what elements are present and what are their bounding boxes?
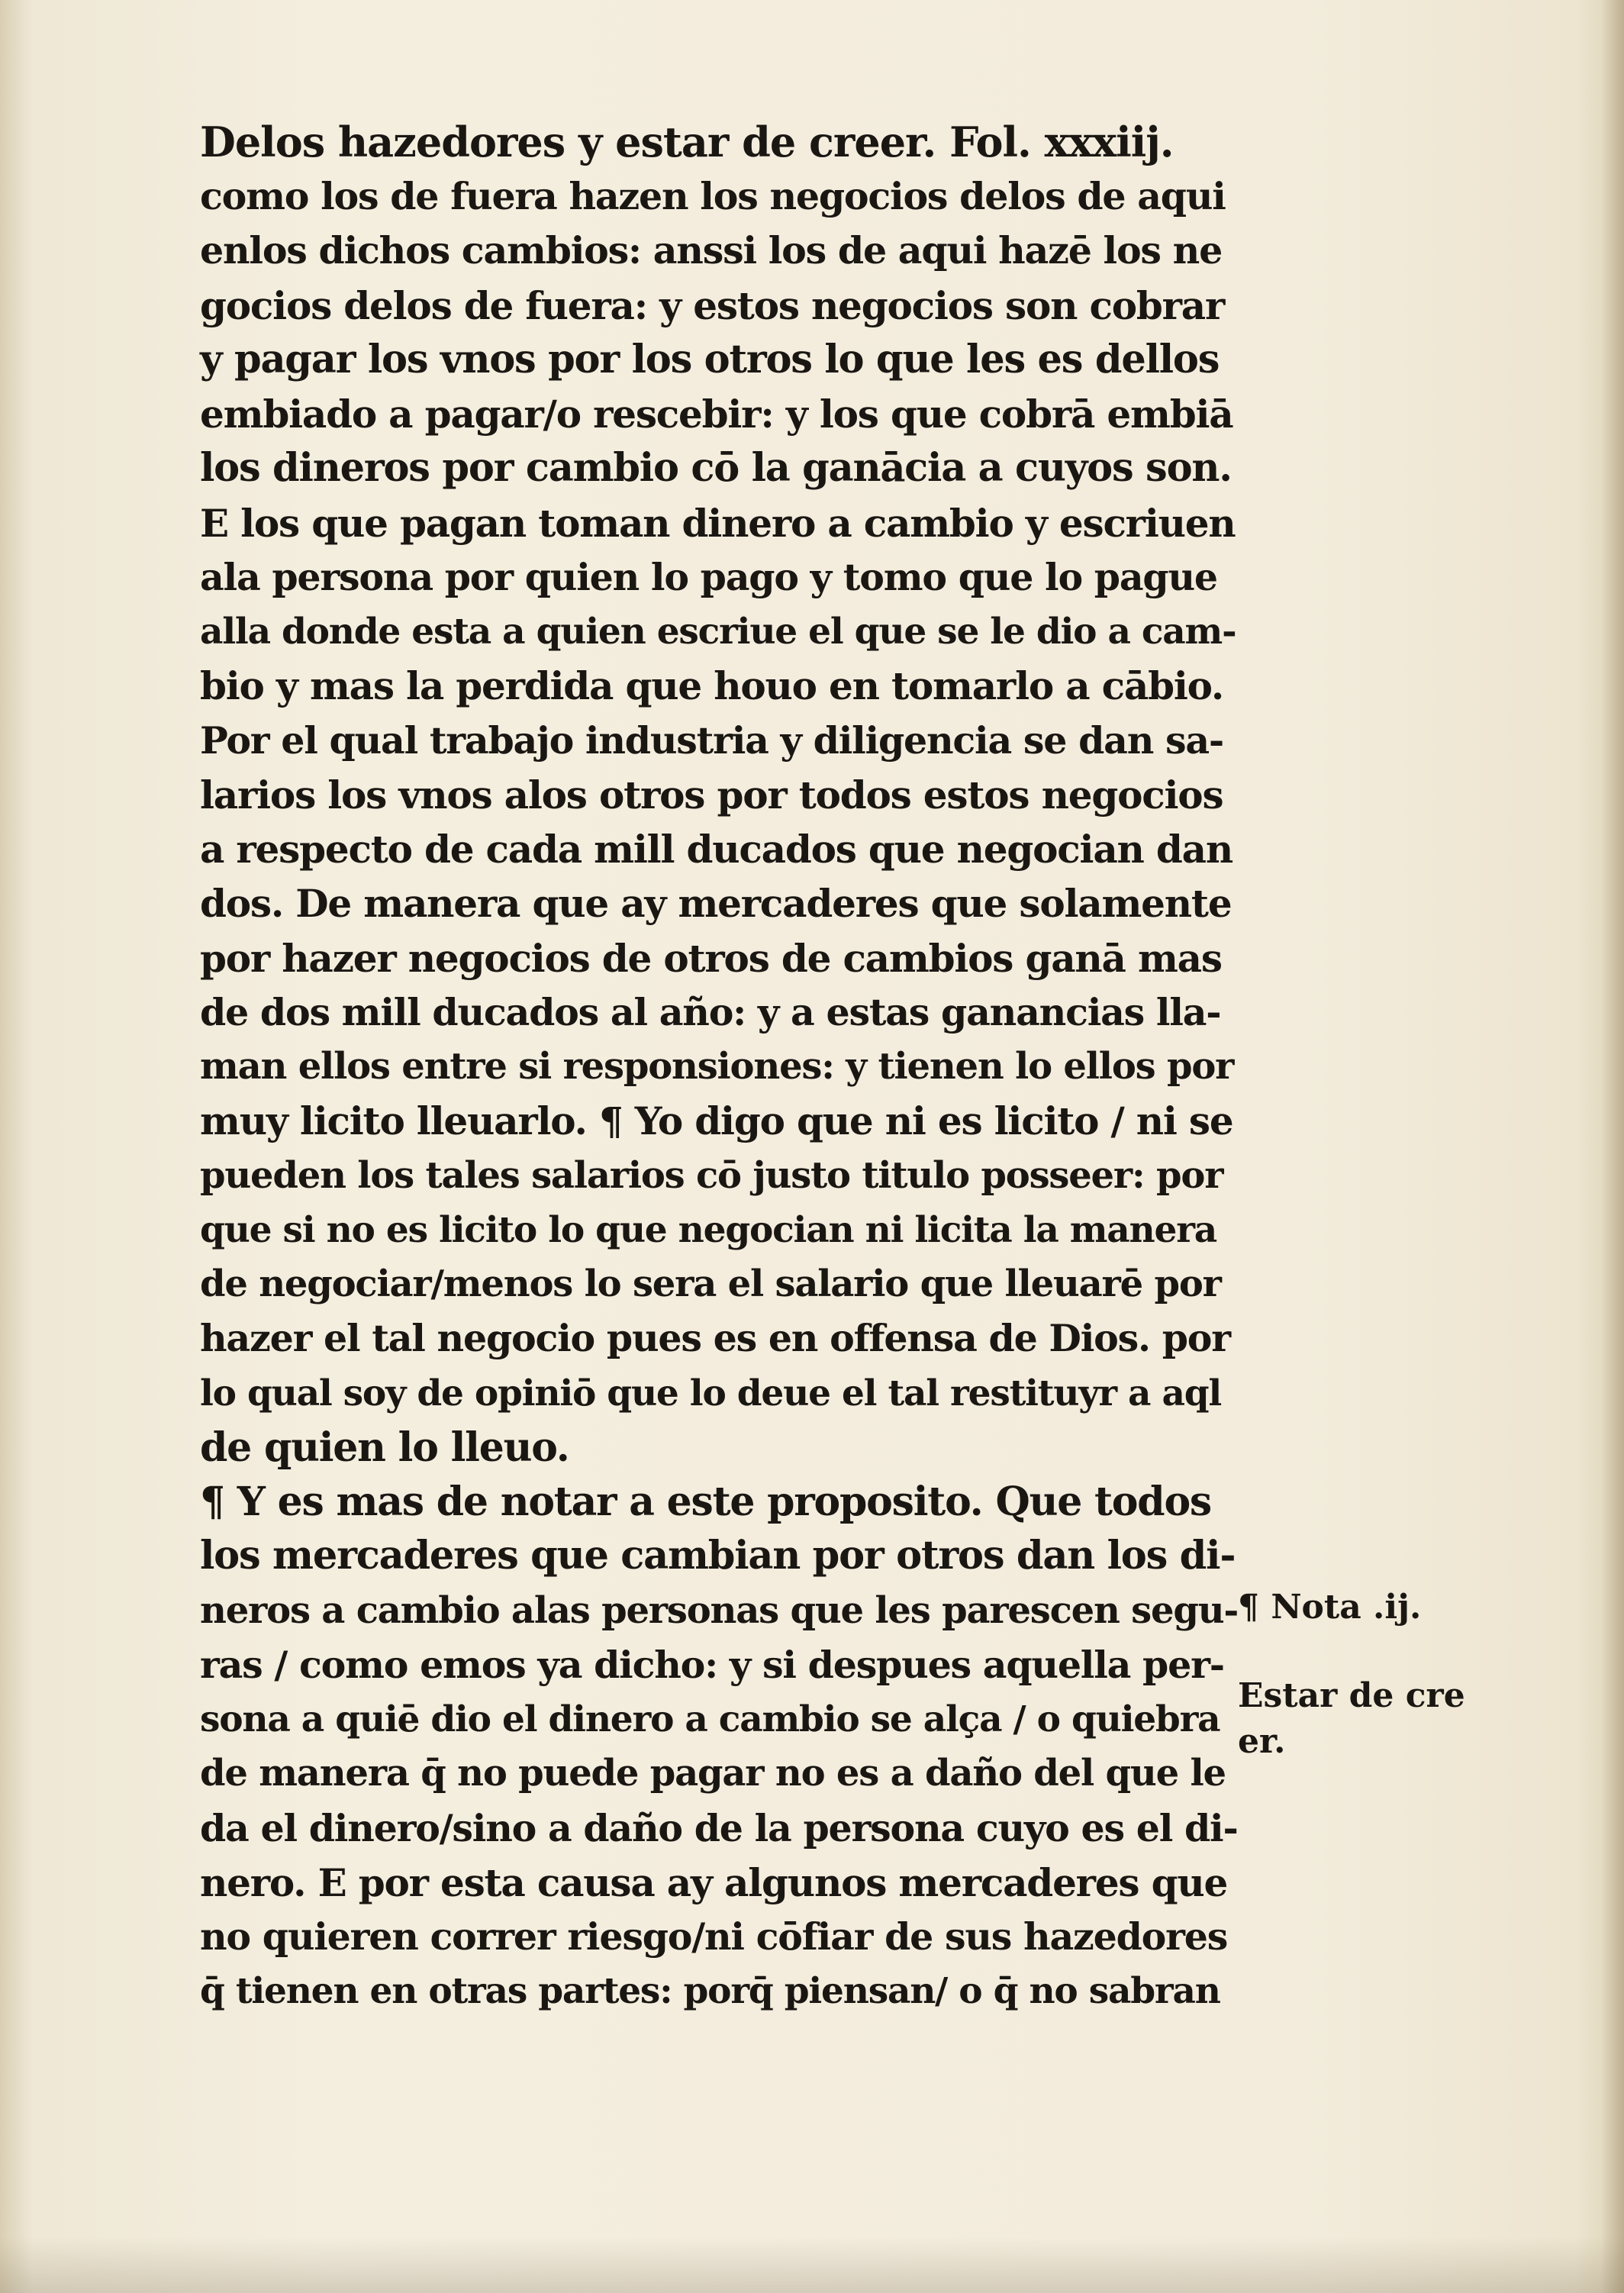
text-line: no quieren correr riesgo/ni cōfiar de sus hazedores [200,1914,1228,1959]
text-line: enlos dichos cambios: anssi los de aqui hazē los ne [200,228,1223,273]
margin-note-heading: Estar de cre [1238,1676,1465,1715]
text-line: dos. De manera que ay mercaderes que solamente [200,881,1232,927]
text-line: alla donde esta a quien escriue el que se le dio a cam- [200,611,1236,653]
text-line: embiado a pagar/o rescebir: y los que cobrā embiā [200,392,1233,437]
text-line: nero. E por esta causa ay algunos mercaderes que [200,1859,1228,1905]
text-line: de quien lo lleuo. [200,1424,569,1471]
margin-note-heading-cont: er. [1238,1722,1286,1761]
text-line: q̄ tienen en otras partes: porq̄ piensan/ o q̄ no sabran [200,1970,1220,2013]
text-line: Por el qual trabajo industria y diligencia se dan sa- [200,718,1224,763]
text-line: lo qual soy de opiniō que lo deue el tal restituyr a aql [200,1372,1222,1414]
text-line: por hazer negocios de otros de cambios ganā mas [200,935,1222,981]
text-line: de dos mill ducados al año: y a estas ganancias lla- [200,989,1221,1034]
text-line: ¶ Y es mas de notar a este proposito. Que todos [200,1479,1212,1525]
margin-notes [1238,1580,1558,1769]
text-line: gocios delos de fuera: y estos negocios son cobrar [200,282,1225,328]
text-line: hazer el tal negocio pues es en offensa de Dios. por [200,1316,1230,1361]
text-line: los dineros por cambio cō la ganācia a cuyos son. [200,445,1232,492]
text-line: muy licito lleuarlo. ¶ Yo digo que ni es licito / ni se [200,1098,1233,1144]
text-line: ras / como emos ya dicho: y si despues aquella per- [200,1642,1224,1687]
text-line: ala persona por quien lo pago y tomo que lo pague [200,554,1217,599]
text-line: larios los vnos alos otros por todos estos negocios [200,772,1223,818]
text-line: man ellos entre si responsiones: y tienen lo ellos por [200,1045,1234,1088]
text-line: que si no es licito lo que negocian ni licita la manera [200,1208,1217,1251]
running-head: Delos hazedores y estar de creer. Fol. xxxiij. [200,118,1174,166]
text-line: neros a cambio alas personas que les parescen segu- [200,1588,1239,1632]
margin-note-nota: ¶ Nota .ij. [1238,1588,1422,1627]
text-line: sona a quiē dio el dinero a cambio se alça / o quiebra [200,1698,1220,1740]
text-line: de negociar/menos lo sera el salario que lleuarē por [200,1263,1221,1305]
text-line: E los que pagan toman dinero a cambio y escriuen [200,500,1236,546]
text-line: da el dinero/sino a daño de la persona cuyo es el di- [200,1805,1238,1850]
body-text [200,169,1238,2019]
text-line: los mercaderes que cambian por otros dan los di- [200,1533,1236,1579]
text-line: a respecto de cada mill ducados que negocian dan [200,827,1232,872]
main-text-column [200,114,1238,2019]
text-line: como los de fuera hazen los negocios delos de aqui [200,174,1226,218]
text-line: y pagar los vnos por los otros lo que les es dellos [200,336,1220,382]
text-line: bio y mas la perdida que houo en tomarlo a cābio. [200,663,1224,709]
text-line: pueden los tales salarios cō justo titulo posseer: por [200,1153,1223,1197]
text-line: de manera q̄ no puede pagar no es a daño del que le [200,1752,1226,1795]
